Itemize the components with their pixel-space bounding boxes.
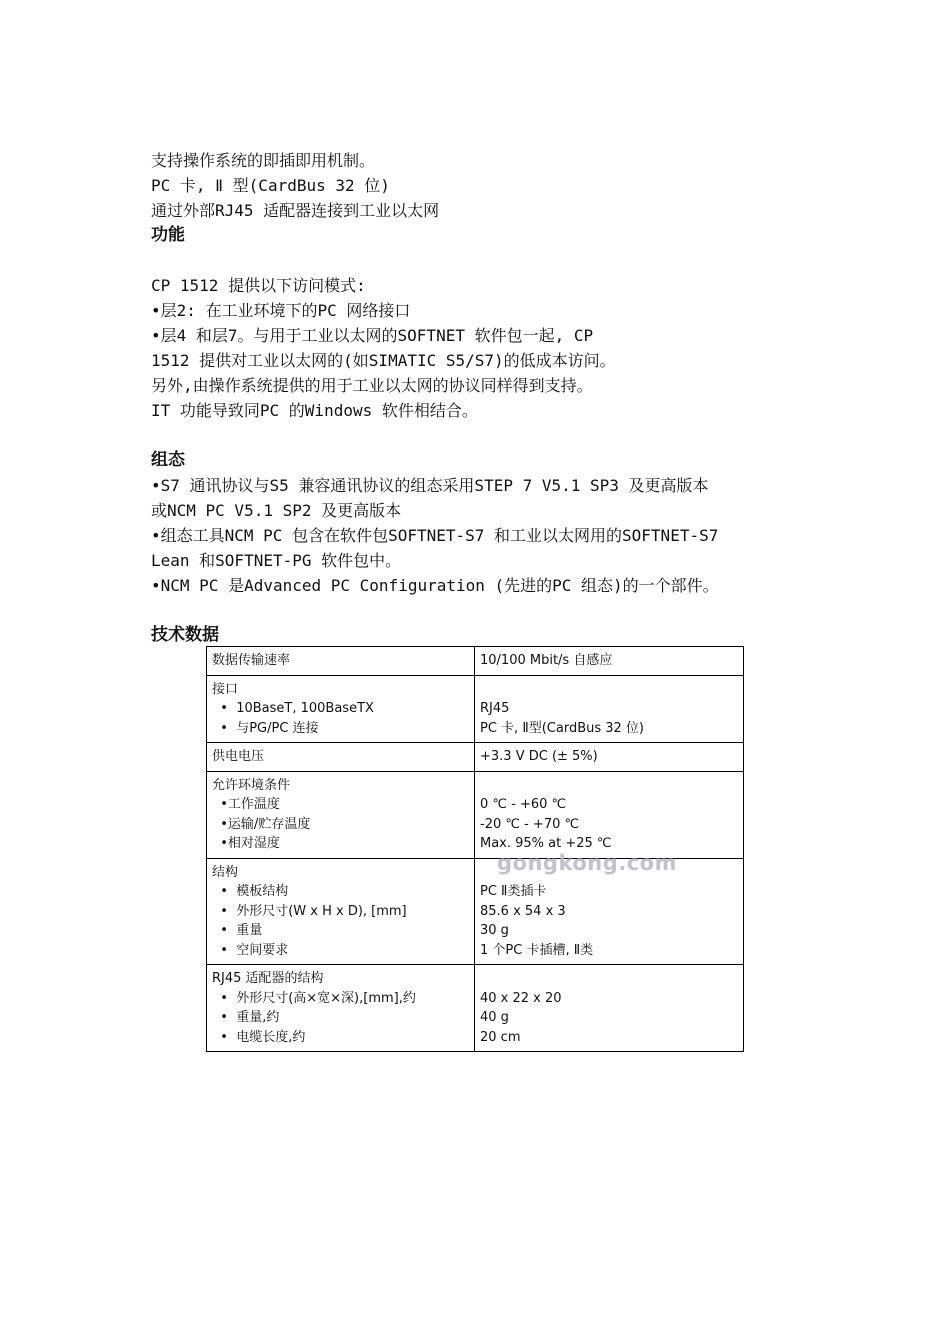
- spec-label-line: 数据传输速率: [212, 653, 291, 668]
- section-heading: 功能: [151, 225, 185, 245]
- spec-label-cell: [207, 965, 475, 1052]
- spec-value-cell: [475, 647, 744, 676]
- spec-label-line: 供电电压: [212, 749, 265, 764]
- paragraph-gap: [151, 248, 831, 273]
- spec-value-cell: [475, 675, 744, 743]
- table-row: [207, 743, 744, 772]
- spec-value-cell: [475, 771, 744, 858]
- spec-value-line: 40 x 22 x 20: [480, 990, 562, 1006]
- spec-value-line: -20 ℃ - +70 ℃: [480, 816, 580, 832]
- text-line: 支持操作系统的即插即用机制。: [151, 151, 376, 170]
- spec-value-line: [480, 969, 738, 989]
- spec-label-line: • 外形尺寸(高×宽×深),[mm],约: [212, 990, 416, 1006]
- spec-label-cell: [207, 858, 475, 965]
- tech-data-table: [206, 646, 744, 1052]
- spec-value-cell: [475, 743, 744, 772]
- text-line: 另外,由操作系统提供的用于工业以太网的协议同样得到支持。: [151, 376, 593, 395]
- text-line: •NCM PC 是Advanced PC Configuration (先进的PC 组态)的一个部件。: [151, 576, 719, 595]
- text-line: 或NCM PC V5.1 SP2 及更高版本: [151, 501, 402, 520]
- spec-label-cell: [207, 675, 475, 743]
- text-line: 通过外部RJ45 适配器连接到工业以太网: [151, 201, 440, 220]
- text-line: PC 卡, Ⅱ 型(CardBus 32 位): [151, 176, 390, 195]
- spec-label-line: • 与PG/PC 连接: [212, 720, 319, 736]
- spec-value-line: RJ45: [480, 701, 510, 716]
- text-line: Lean 和SOFTNET-PG 软件包中。: [151, 551, 402, 570]
- spec-value-line: 1 个PC 卡插槽, Ⅱ类: [480, 942, 594, 958]
- table-row: [207, 965, 744, 1052]
- spec-label-line: •运输/贮存温度: [212, 816, 311, 832]
- spec-label-line: • 重量,约: [212, 1010, 280, 1025]
- paragraph-gap: [151, 423, 831, 448]
- spec-value-line: 30 g: [480, 923, 509, 938]
- text-line: •层4 和层7。与用于工业以太网的SOFTNET 软件包一起, CP: [151, 326, 594, 345]
- text-line: •S7 通讯协议与S5 兼容通讯协议的组态采用STEP 7 V5.1 SP3 及更高版本: [151, 476, 709, 495]
- spec-label-line: • 空间要求: [212, 942, 289, 958]
- table-row: [207, 675, 744, 743]
- document-body: [151, 148, 831, 648]
- section-heading: 组态: [151, 450, 185, 470]
- spec-value-line: Max. 95% at +25 ℃: [480, 836, 612, 851]
- text-line: CP 1512 提供以下访问模式:: [151, 276, 366, 295]
- spec-label-line: • 重量: [212, 923, 263, 938]
- spec-label-line: •工作温度: [212, 797, 280, 812]
- spec-value-line: [480, 680, 738, 700]
- spec-label-line: • 10BaseT, 100BaseTX: [212, 701, 374, 716]
- spec-label-line: 结构: [212, 864, 239, 880]
- spec-value-line: 40 g: [480, 1010, 509, 1025]
- spec-value-line: 0 ℃ - +60 ℃: [480, 797, 567, 812]
- spec-label-line: •相对湿度: [212, 836, 280, 851]
- spec-label-cell: [207, 647, 475, 676]
- spec-label-line: RJ45 适配器的结构: [212, 971, 324, 986]
- text-line: 1512 提供对工业以太网的(如SIMATIC S5/S7)的低成本访问。: [151, 351, 616, 370]
- text-line: •组态工具NCM PC 包含在软件包SOFTNET-S7 和工业以太网用的SOFTNET-S7: [151, 526, 719, 545]
- spec-value-line: 85.6 x 54 x 3: [480, 903, 566, 919]
- spec-value-line: [480, 776, 738, 796]
- spec-label-line: 接口: [212, 681, 239, 697]
- section-heading: 技术数据: [151, 625, 219, 645]
- spec-value-cell: [475, 965, 744, 1052]
- spec-label-cell: [207, 743, 475, 772]
- table-row: [207, 647, 744, 676]
- spec-value-line: 10/100 Mbit/s 自感应: [480, 653, 613, 668]
- paragraph-gap: [151, 598, 831, 623]
- spec-value-line: PC Ⅱ类插卡: [480, 884, 547, 899]
- spec-label-line: • 电缆长度,约: [212, 1029, 306, 1045]
- text-line: IT 功能导致同PC 的Windows 软件相结合。: [151, 401, 478, 420]
- spec-label-cell: [207, 771, 475, 858]
- spec-value-line: 20 cm: [480, 1029, 521, 1045]
- spec-label-line: • 外形尺寸(W x H x D), [mm]: [212, 903, 407, 919]
- spec-value-line: +3.3 V DC (± 5%): [480, 749, 598, 764]
- watermark-logo: gongkong.com: [497, 851, 677, 875]
- spec-label-line: 允许环境条件: [212, 777, 291, 793]
- spec-label-line: • 模板结构: [212, 884, 289, 899]
- spec-value-line: PC 卡, Ⅱ型(CardBus 32 位): [480, 720, 645, 736]
- table-row: [207, 771, 744, 858]
- text-line: •层2: 在工业环境下的PC 网络接口: [151, 301, 411, 320]
